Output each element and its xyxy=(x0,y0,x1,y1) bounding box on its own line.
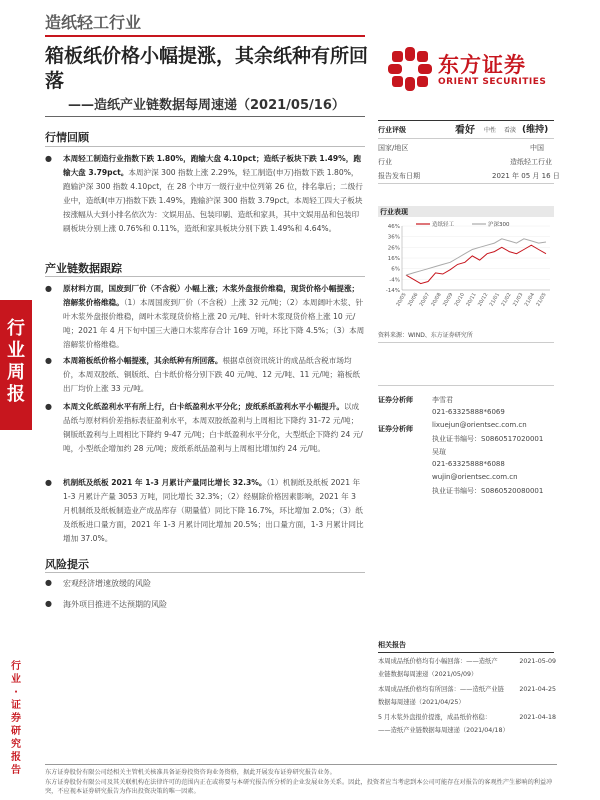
section-divider xyxy=(45,572,365,573)
related-rule xyxy=(378,652,554,653)
related-report-line: 业链数据每周速递（2021/05/09） xyxy=(378,671,478,678)
chart-y-tick-label: 46% xyxy=(387,224,400,230)
sidebar-char: 业 xyxy=(11,674,21,685)
related-report-item[interactable] xyxy=(378,655,556,681)
chart-header xyxy=(378,206,554,217)
chart-legend-label: 造纸轻工 xyxy=(432,222,455,228)
chart-x-tick-label: 20/12 xyxy=(476,292,490,308)
chart-x-tick-label: 20/08 xyxy=(430,292,443,308)
tracking-body: 以成品纸与原材料价差指标表征盈利水平，本周双胶纸盈利与上周相比下降约 31-72 元/吨；铜版纸盈利与上周相比下降约 9-47 元/吨；白卡纸盈利水平分化，大型纸企下降约 24 元/吨，小型纸企增加约 28 元/吨；废纸系纸品盈利与上周相比增加约 24 元/吨。 xyxy=(63,402,363,453)
bullet-icon: ● xyxy=(45,402,52,411)
chart-y-tick-label: 6% xyxy=(391,266,400,273)
sidebar-char: 究 xyxy=(11,739,21,750)
sidebar-char: · xyxy=(14,687,18,698)
section-risk: 风险提示 xyxy=(45,558,89,571)
chart-x-tick-label: 20/11 xyxy=(465,292,478,308)
section-industry-tracking: 产业链数据跟踪 xyxy=(45,262,122,275)
header-divider xyxy=(45,35,365,37)
risk-item: 海外项目推进不达预期的风险 xyxy=(63,600,167,609)
footer-divider xyxy=(45,764,557,765)
title-line-1: 箱板纸价格小幅提涨，其余纸种有所回 xyxy=(45,45,369,67)
chart-x-tick-label: 21/03 xyxy=(511,292,525,308)
chart-x-tick-label: 21/04 xyxy=(523,292,537,308)
chart-y-tick-label: -14% xyxy=(385,288,400,294)
market-review-paragraph xyxy=(45,152,365,236)
chart-x-tick-label: 20/07 xyxy=(418,292,432,308)
rating-value: 看好 xyxy=(455,125,475,136)
chart-series-line xyxy=(406,239,546,275)
related-report-date: 2021-04-25 xyxy=(519,686,556,693)
rating-label: 行业评级 xyxy=(378,126,406,134)
tracking-bold: 本周箱板纸价格小幅提涨，其余纸种有所回落。 xyxy=(63,356,223,365)
tracking-bold: 原材料方面，国废到厂价（不含税）小幅上涨；木浆外盘报价维稳，现货价格小幅提涨；溶解浆价格维稳。 xyxy=(63,284,360,307)
tracking-body: （1）本周国废到厂价（不含税）上涨 32 元/吨；（2）本周阔叶木浆、针叶木浆外盘报价维稳，阔叶木浆现货价格上涨 20 元/吨、针叶木浆现货价格上涨 10 元/吨；2021 年 4 月下旬中国三大港口木浆库存合计 169 万吨，环比下降 4.5%；（3）本周溶解浆价格维稳。 xyxy=(63,298,365,349)
info-key: 行业 xyxy=(378,158,392,166)
market-review-bold: 本周轻工制造行业指数下跌 1.80%，跑输大盘 4.10pct；造纸子板块下跌 1.49%，跑输大盘 3.79pct。 xyxy=(63,154,361,177)
rating-neutral: 中性 xyxy=(484,127,497,134)
sidebar-small-label xyxy=(6,660,26,777)
related-report-item[interactable] xyxy=(378,683,556,709)
chart-x-tick-label: 21/02 xyxy=(500,292,513,308)
section-market-review: 行情回顾 xyxy=(45,131,89,144)
rating-status: (维持) xyxy=(522,125,549,135)
related-report-line: 5 月木浆外盘报价提涨，成品纸价格稳： xyxy=(378,714,492,721)
rating-negative: 看淡 xyxy=(504,127,517,134)
bullet-icon: ● xyxy=(45,578,52,587)
sidebar-char: 研 xyxy=(11,726,21,737)
sidebar-label xyxy=(5,318,27,406)
chart-x-tick-label: 21/05 xyxy=(535,292,548,308)
report-title xyxy=(45,44,375,94)
chart-y-tick-label: 26% xyxy=(387,245,400,252)
analyst-role: 证券分析师 xyxy=(378,425,413,433)
analyst-email: wujin@orientsec.com.cn xyxy=(432,473,518,481)
chart-y-tick-label: 36% xyxy=(387,234,400,241)
bullet-icon: ● xyxy=(45,154,52,163)
subtitle-divider xyxy=(45,116,365,117)
tracking-bold: 机制纸及纸板 2021 年 1-3 月累计产量同比增长 32.3%。 xyxy=(63,478,267,487)
chart-bottom-rule xyxy=(378,342,554,343)
related-report-date: 2021-04-18 xyxy=(519,714,556,721)
info-rule xyxy=(378,183,554,184)
tracking-paragraph xyxy=(45,354,365,396)
analyst-phone: 021-63325888*6069 xyxy=(432,408,505,416)
sidebar-char: 报 xyxy=(7,384,25,405)
related-report-line: 数据每周速递（2021/04/25） xyxy=(378,699,465,706)
info-key: 国家/地区 xyxy=(378,144,409,152)
analyst-name: 李雪君 xyxy=(432,396,453,404)
risk-item: 宏观经济增速放缓的风险 xyxy=(63,579,151,588)
chart-legend-label: 沪深300 xyxy=(488,222,510,228)
title-line-2: 落 xyxy=(45,70,65,92)
chart-x-tick-label: 20/06 xyxy=(406,292,420,308)
info-key: 报告发布日期 xyxy=(378,172,420,180)
tracking-paragraph xyxy=(45,476,365,546)
sector-label: 造纸轻工行业 xyxy=(45,13,142,32)
related-report-line: 本周成品纸价格均有小幅回落：——造纸产 xyxy=(378,658,498,665)
related-report-date: 2021-05-09 xyxy=(519,658,556,665)
logo-english-name: ORIENT SECURITIES xyxy=(438,77,547,87)
sidebar-char: 告 xyxy=(11,765,21,776)
bullet-icon: ● xyxy=(45,599,52,608)
chart-y-tick-label: -4% xyxy=(389,277,400,284)
chart-x-tick-label: 20/09 xyxy=(441,292,455,308)
orient-logo-icon xyxy=(388,47,432,91)
chart-y-tick-label: 16% xyxy=(387,256,400,262)
analyst-phone: 021-63325888*6088 xyxy=(432,460,505,468)
section-divider xyxy=(45,276,365,277)
analyst-top-rule xyxy=(378,385,554,386)
sidebar-char: 报 xyxy=(11,752,21,763)
chart-x-tick-label: 20/10 xyxy=(453,292,467,308)
sidebar-char: 券 xyxy=(11,713,21,724)
sidebar-char: 业 xyxy=(7,340,25,361)
analyst-role: 证券分析师 xyxy=(378,396,413,404)
related-report-item[interactable] xyxy=(378,711,556,737)
rating-rule xyxy=(378,138,554,139)
sidebar-char: 周 xyxy=(7,362,25,383)
tracking-paragraph xyxy=(45,400,365,456)
chart-source: 资料来源：WIND、东方证券研究所 xyxy=(378,332,473,339)
sidebar-char: 行 xyxy=(11,661,21,672)
chart-x-tick-label: 20/05 xyxy=(395,292,408,308)
tracking-body: （1）机制纸及纸板 2021 年 1-3 月累计产量 3053 万吨，同比增长 32.3%；（2）经剔除价格因素影响，2021 年 3 月机制纸及纸板制造业产成品库存（期量值）同比下降 16.7%，环比增加 2.0%；（3）纸及纸板进口量方面，2021 年 1-3 月累计同比增加 20.5%；出口量方面，1-3 月累计同比增加 37.0%。 xyxy=(63,478,364,543)
chart-title: 行业表现 xyxy=(380,208,408,216)
bullet-icon: ● xyxy=(45,478,52,487)
logo-chinese-name: 东方证券 xyxy=(438,53,526,77)
footer-disclaimer-2: 东方证券股份有限公司及其关联机构在法律许可的范围内正在或将要与本研究报告所分析的企业发展业务关系。因此，投资者应当考虑到本公司可能存在对报告的客观性产生影响的利益冲突，不应视本证券研究报告为作出投资决策的唯一因素。 xyxy=(45,779,553,795)
sidebar-char: 行 xyxy=(7,318,25,339)
bullet-icon: ● xyxy=(45,284,52,293)
tracking-body: 根据卓创资讯统计的成品纸含税市场均价，本周双胶纸、铜版纸、白卡纸价格分别下跌 40 元/吨、12 元/吨、11 元/吨；箱板纸出厂均价上涨 33 元/吨。 xyxy=(63,356,360,393)
related-title: 相关报告 xyxy=(378,641,406,649)
analyst-name: 吴瑄 xyxy=(432,448,446,456)
info-value: 造纸轻工行业 xyxy=(510,158,552,166)
analyst-license: 执业证书编号：S0860520080001 xyxy=(432,487,544,495)
info-value: 中国 xyxy=(530,144,544,152)
tracking-paragraph xyxy=(45,282,365,352)
analyst-license: 执业证书编号：S0860517020001 xyxy=(432,435,544,443)
chart-x-tick-label: 21/01 xyxy=(488,292,502,308)
sidebar-char: 证 xyxy=(11,700,21,711)
tracking-bold: 本周文化纸盈利水平有所上行，白卡纸盈利水平分化；废纸系纸盈利水平小幅提升。 xyxy=(63,402,344,411)
section-divider xyxy=(45,146,365,147)
info-value: 2021 年 05 月 16 日 xyxy=(492,172,560,180)
analyst-email: lixuejun@orientsec.com.cn xyxy=(432,421,527,429)
related-report-line: ——造纸产业链数据每周速递（2021/04/18） xyxy=(378,727,509,734)
chart-series-line xyxy=(406,245,546,283)
industry-performance-chart xyxy=(378,220,554,320)
orient-securities-logo xyxy=(388,45,563,95)
bullet-icon: ● xyxy=(45,356,52,365)
footer-disclaimer-1: 东方证券股份有限公司经相关主管机关核准具备证券投资咨询业务资格，据此开展发布证券研究报告业务。 xyxy=(45,769,336,776)
related-report-line: 本周成品纸价格均有所回落：——造纸产业链 xyxy=(378,686,504,693)
market-review-body: 本周沪深 300 指数上涨 2.29%，轻工制造(申万)指数下跌 1.80%，跑输沪深 300 指数 4.10pct，在 28 个申万一级行业中位列第 26 位，排名靠后；二级行业中，造纸Ⅱ(申万)指数下跌 1.49%，跑输沪深 300 指数 3.79pct。本周轻工四大子板块按涨幅从大到小排名依次为：文娱用品、包装印刷、造纸和家具，其中文娱用品和包装印刷板块分别上涨 0.76%和 0.11%，造纸和家具板块分别下跌 1.49%和 4.64%。 xyxy=(63,168,363,233)
report-subtitle: ——造纸产业链数据每周速递（2021/05/16） xyxy=(68,98,345,113)
